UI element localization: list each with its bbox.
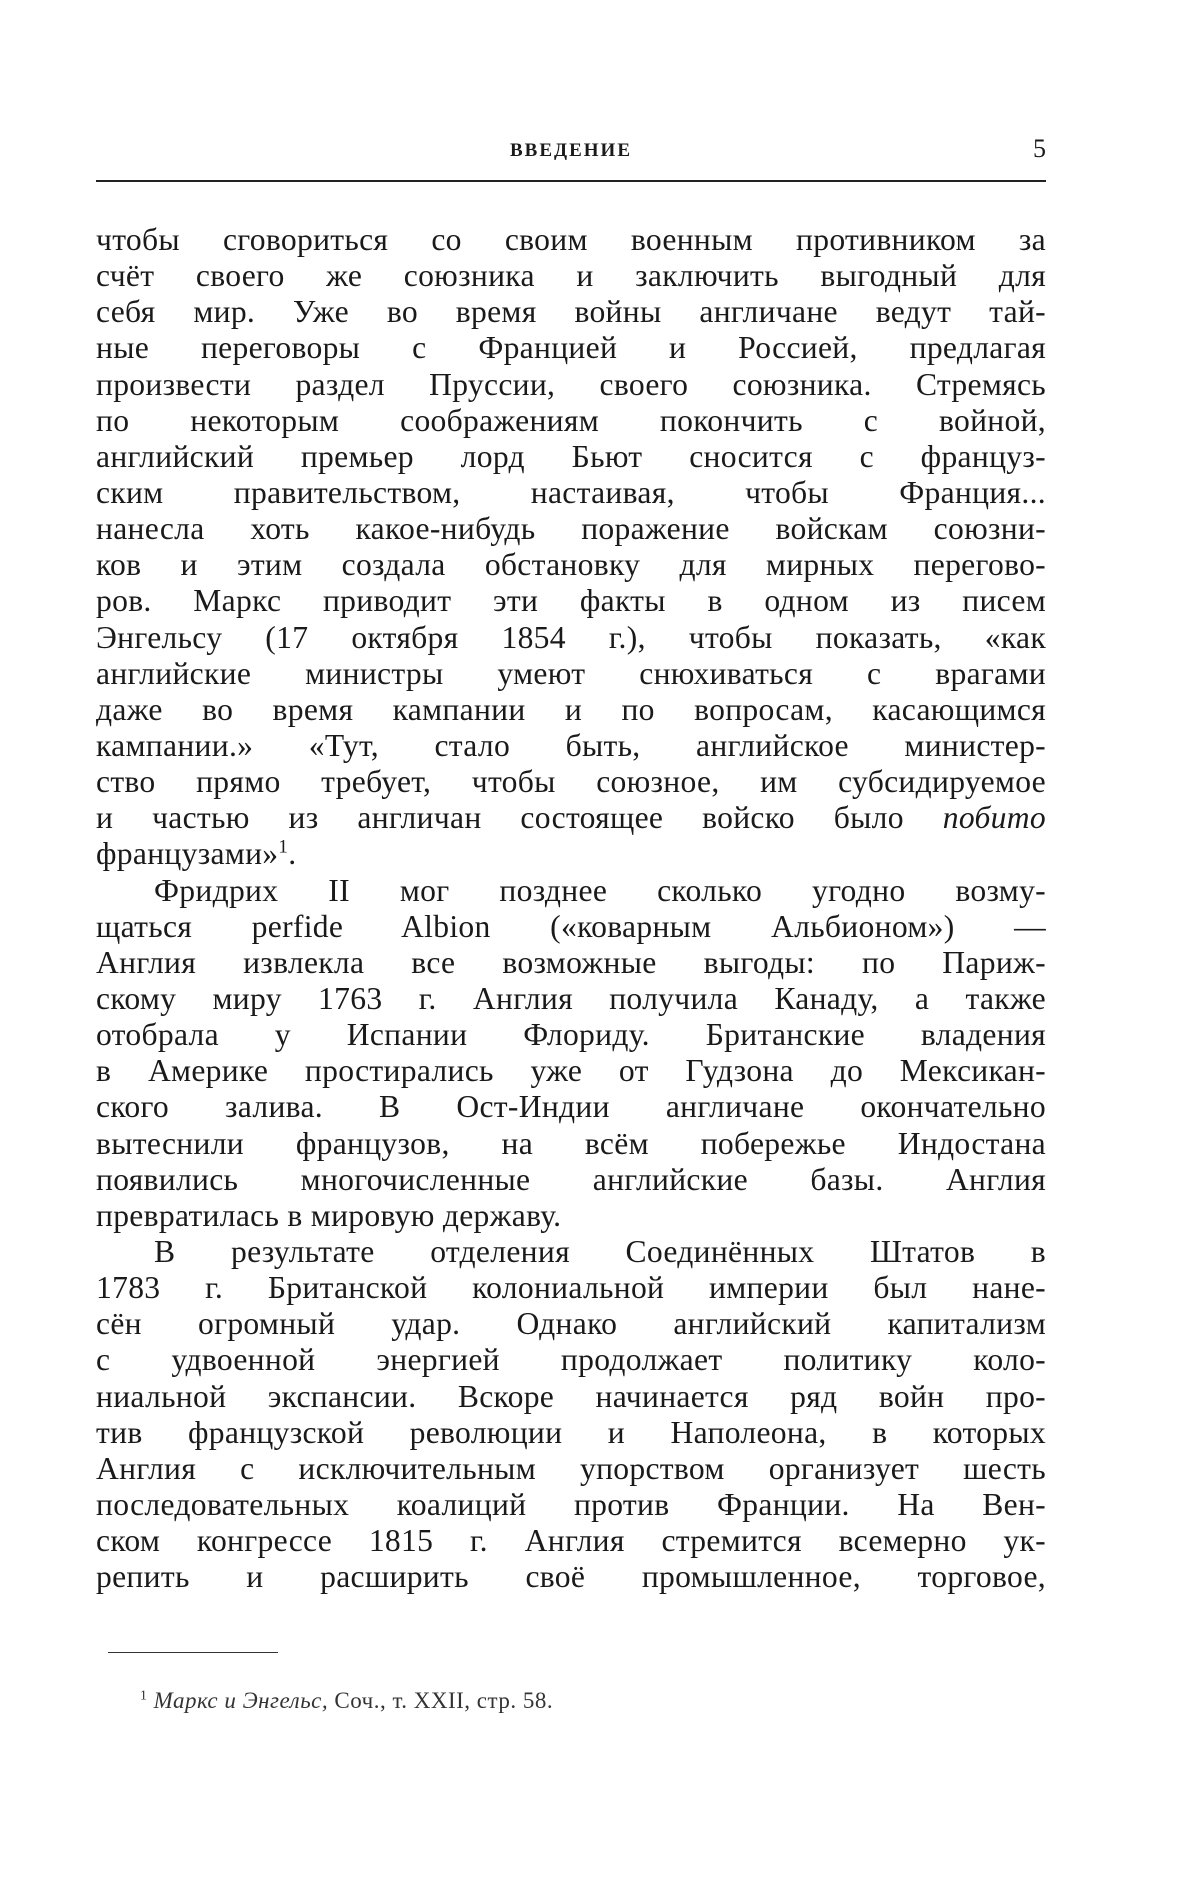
page-number: 5	[1033, 134, 1046, 163]
text-line: себя мир. Уже во время войны англичане ведут тай-	[96, 294, 1046, 330]
text-line: английский премьер лорд Бьют сносится с француз-	[96, 438, 1046, 474]
text-line: ров. Маркс приводит эти факты в одном из писем	[96, 583, 1046, 619]
text-line: ство прямо требует, чтобы союзное, им субсидируемое	[96, 764, 1046, 800]
text-line: ского залива. В Ост-Индии англичане окончательно	[96, 1089, 1046, 1125]
text-line: 1783 г. Британской колониальной империи был нане-	[96, 1270, 1046, 1306]
text-line: нанесла хоть какое-нибудь поражение войскам союзни-	[96, 511, 1046, 547]
text-line: репить и расширить своё промышленное, торговое,	[96, 1559, 1046, 1595]
text-line: счёт своего же союзника и заключить выгодный для	[96, 258, 1046, 294]
text-fragment: и частью из англичан состоящее войско было	[96, 800, 904, 836]
text-line: отобрала у Испании Флориду. Британские владения	[96, 1017, 1046, 1053]
text-line: ные переговоры с Францией и Россией, предлагая	[96, 330, 1046, 366]
text-line: тив французской революции и Наполеона, в которых	[96, 1414, 1046, 1450]
text-fragment: французами»	[96, 836, 279, 872]
text-line: даже во время кампании и по вопросам, касающимся	[96, 691, 1046, 727]
text-line: кампании.» «Тут, стало быть, английское министер-	[96, 727, 1046, 763]
running-head	[96, 134, 1046, 170]
text-line: Англия извлекла все возможные выгоды: по Париж-	[96, 944, 1046, 980]
text-line: Фридрих II мог позднее сколько угодно возму-	[154, 872, 1046, 908]
italic-word: побито	[942, 800, 1046, 836]
text-line: появились многочисленные английские базы. Англия	[96, 1161, 1046, 1197]
paragraph-2	[96, 873, 1046, 1234]
text-line: Англия с исключительным упорством организует шесть	[96, 1450, 1046, 1486]
text-line: сён огромный удар. Однако английский капитализм	[96, 1306, 1046, 1342]
text-line: щаться perfide Albion («коварным Альбионом») —	[96, 908, 1046, 944]
footnote-citation: Соч., т. XXII, стр. 58.	[334, 1688, 554, 1713]
chapter-title: ВВЕДЕНИЕ	[510, 140, 632, 161]
text-line: чтобы сговориться со своим военным противником за	[96, 222, 1046, 257]
text-line: В результате отделения Соединённых Штатов в	[154, 1233, 1046, 1269]
text-line: вытеснили французов, на всём побережье Индостана	[96, 1125, 1046, 1161]
text-line: ков и этим создала обстановку для мирных перегово-	[96, 547, 1046, 583]
body-text	[96, 222, 1046, 1595]
text-line: скому миру 1763 г. Англия получила Канаду, а также	[96, 980, 1046, 1016]
text-line: по некоторым соображениям покончить с войной,	[96, 402, 1046, 438]
footnote-marker: 1	[140, 1687, 148, 1703]
footnote-ref[interactable]: 1	[278, 836, 289, 858]
text-line: ском конгрессе 1815 г. Англия стремится всемерно ук-	[96, 1523, 1046, 1559]
text-line: французами»$^1$.	[96, 836, 297, 872]
text-line: ниальной экспансии. Вскоре начинается ряд войн про-	[96, 1378, 1046, 1414]
footnote-authors: Маркс и Энгельс,	[153, 1688, 329, 1713]
text-line: в Америке простирались уже от Гудзона до Мексикан-	[96, 1053, 1046, 1089]
text-line: Энгельсу (17 октября 1854 г.), чтобы показать, «как	[96, 619, 1046, 655]
text-line: последовательных коалиций против Франции. На Вен-	[96, 1486, 1046, 1522]
text-line: превратилась в мировую державу.	[96, 1197, 562, 1233]
text-line: английские министры умеют снюхиваться с врагами	[96, 655, 1046, 691]
text-line	[96, 800, 1046, 836]
paragraph-3	[96, 1234, 1046, 1595]
text-line: с удвоенной энергией продолжает политику коло-	[96, 1342, 1046, 1378]
header-rule	[96, 180, 1046, 182]
footnote-rule	[108, 1652, 278, 1653]
paragraph-1	[96, 222, 1046, 873]
footnote	[140, 1688, 553, 1714]
text-line: ским правительством, настаивая, чтобы Франция...	[96, 474, 1046, 510]
text-line: произвести раздел Пруссии, своего союзника. Стремясь	[96, 366, 1046, 402]
